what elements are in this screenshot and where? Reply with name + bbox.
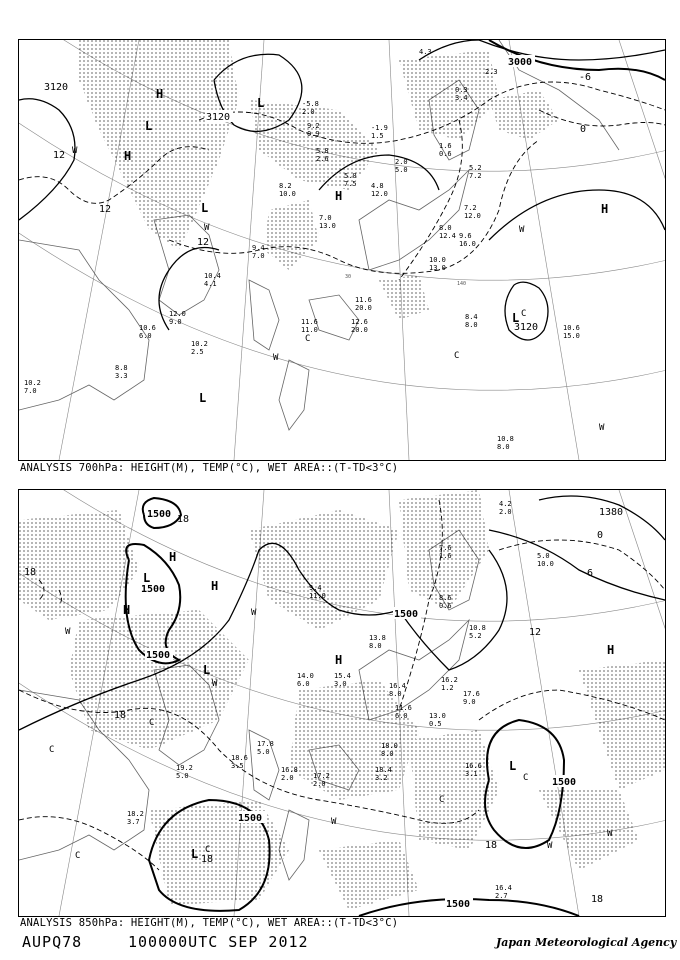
station-temp: 16.4 [389,682,406,690]
cold-center: C [454,351,460,361]
station-dewpoint: 2.0 [302,108,315,116]
valid-time: 100000UTC SEP 2012 [128,933,309,951]
warm-center: W [204,223,210,233]
contour-label: -6 [579,72,592,83]
station-dewpoint: 1.2 [441,684,454,692]
cold-center: C [305,334,311,344]
station-dewpoint: 8.0 [465,321,478,329]
station-dewpoint: 3.7 [127,818,140,826]
station-dewpoint: 6.0 [297,680,310,688]
station-temp: 10.2 [24,379,41,387]
station-dewpoint: 5.0 [257,748,270,756]
station-temp: 11.6 [395,704,412,712]
contour-label: 18 [591,894,604,905]
cold-center: C [521,309,527,319]
low-center: L [199,391,207,405]
station-dewpoint: 9.0 [169,318,182,326]
station-temp: 13.8 [369,634,386,642]
high-center: H [124,149,132,163]
contour-label: 12 [53,150,66,161]
station-temp: 18.6 [231,754,248,762]
station-dewpoint: 13.0 [429,264,446,272]
station-temp: 7.2 [464,204,477,212]
cold-center: C [523,773,529,783]
station-temp: -1.9 [371,124,388,132]
station-temp: 4.8 [371,182,384,190]
station-temp: 17.2 [313,772,330,780]
station-dewpoint: 0.6 [439,150,452,158]
station-dewpoint: 1.6 [439,552,452,560]
lon-label: 140 [457,281,467,287]
station-temp: 1.6 [439,142,452,150]
contour-label: 3120 [44,82,69,93]
warm-center: W [547,841,553,851]
contour-label: 1500 [147,509,172,520]
cold-center: C [205,845,211,855]
high-center: H [607,643,615,657]
station-dewpoint: 8.0 [381,750,394,758]
contour-label: 18 [114,710,127,721]
station-dewpoint: 8.0 [389,690,402,698]
station-dewpoint: 3.5 [231,762,244,770]
station-temp: 4.3 [419,48,432,56]
station-dewpoint: 2.0 [313,780,326,788]
caption-700hpa: ANALYSIS 700hPa: HEIGHT(M), TEMP(°C), WET AREA::(T-TD<3°C) [20,462,399,474]
station-dewpoint: 2.7 [495,892,508,900]
station-dewpoint: 3.2 [375,774,388,782]
lat-label: 30 [345,274,352,280]
warm-center: W [519,225,525,235]
contour-label: 1500 [238,813,263,824]
warm-center: W [273,353,279,363]
station-temp: 10.6 [563,324,580,332]
station-dewpoint: 20.0 [351,326,368,334]
station-dewpoint: 7.0 [252,252,265,260]
contour-label: 1500 [146,650,171,661]
station-dewpoint: 12.4 [439,232,456,240]
station-temp: 8.4 [465,313,478,321]
station-temp: 5.0 [344,172,357,180]
high-center: H [156,87,164,101]
low-center: L [203,663,211,677]
agency-name: Japan Meteorological Agency [496,936,677,949]
map-850-svg [19,490,665,916]
warm-center: W [607,829,613,839]
station-dewpoint: 2.5 [191,348,204,356]
station-dewpoint: 7.0 [24,387,37,395]
station-dewpoint: 5.0 [395,166,408,174]
high-center: H [123,603,131,617]
station-dewpoint: 4.1 [204,280,217,288]
station-temp: 18.2 [127,810,144,818]
warm-center: W [72,146,78,156]
high-center: H [335,653,343,667]
contour-label: 18 [24,567,37,578]
station-dewpoint: 9.0 [463,698,476,706]
contour-label: 3120 [206,112,231,123]
station-dewpoint: 13.0 [319,222,336,230]
station-dewpoint: 7.2 [469,172,482,180]
station-dewpoint: 2.3 [485,68,498,76]
station-temp: 14.0 [297,672,314,680]
station-temp: 12.6 [351,318,368,326]
station-dewpoint: 1.5 [371,132,384,140]
low-center: L [201,201,209,215]
station-dewpoint: 5.0 [176,772,189,780]
station-temp: 15.4 [334,672,351,680]
station-temp: 8.0 [439,224,452,232]
station-temp: 18.0 [381,742,398,750]
contour-label: 12 [529,627,542,638]
station-temp: 9.6 [459,232,472,240]
caption-850hpa: ANALYSIS 850hPa: HEIGHT(M), TEMP(°C), WET AREA::(T-TD<3°C) [20,917,399,929]
station-temp: 17.8 [257,740,274,748]
map-700-svg [19,40,665,460]
contour-label: 1500 [394,609,419,620]
warm-center: W [65,627,71,637]
station-dewpoint: 12.0 [371,190,388,198]
cold-center: C [75,851,81,861]
station-temp: 16.4 [495,884,512,892]
warm-center: W [251,608,257,618]
station-dewpoint: 7.5 [344,180,357,188]
contour-label: 18 [177,514,190,525]
station-temp: 0.3 [455,86,468,94]
station-temp: 5.2 [469,164,482,172]
analysis-700hpa-map [18,39,666,461]
station-temp: 4.2 [499,500,512,508]
station-dewpoint: 20.0 [355,304,372,312]
station-temp: 10.2 [191,340,208,348]
station-dewpoint: 2.0 [281,774,294,782]
low-center: L [257,96,265,110]
contour-label: 12 [99,204,112,215]
high-center: H [169,550,177,564]
low-center: L [509,759,517,773]
station-temp: 2.0 [395,158,408,166]
contour-label: 12 [197,237,210,248]
contour-label: 0 [580,124,587,135]
cold-center: C [49,745,55,755]
contour-label: 1500 [446,899,471,910]
warm-center: W [331,817,337,827]
station-dewpoint: 11.0 [301,326,318,334]
station-temp: 8.6 [439,594,452,602]
station-temp: 5.8 [316,147,329,155]
station-temp: 10.6 [139,324,156,332]
station-temp: 9.4 [309,584,322,592]
station-dewpoint: 6.0 [395,712,408,720]
cold-center: C [439,795,445,805]
contour-label: 1380 [599,507,624,518]
station-dewpoint: 8.0 [497,443,510,451]
warm-center: W [599,423,605,433]
low-center: L [512,311,520,325]
station-temp: 12.0 [169,310,186,318]
wet-areas [79,40,559,320]
station-temp: 10.8 [497,435,514,443]
contour-label: 3000 [508,57,533,68]
station-dewpoint: 3.1 [465,770,478,778]
cold-center: C [149,718,155,728]
station-temp: 13.0 [429,712,446,720]
station-temp: 8.2 [279,182,292,190]
station-temp: 7.6 [439,544,452,552]
contour-label: 3120 [514,322,539,333]
station-dewpoint: 3.3 [115,372,128,380]
station-dewpoint: 6.0 [139,332,152,340]
station-dewpoint: 11.0 [309,592,326,600]
station-temp: 16.8 [281,766,298,774]
contour-label: 1500 [552,777,577,788]
station-temp: -5.8 [302,100,319,108]
low-center: L [191,847,199,861]
station-dewpoint: 2.0 [499,508,512,516]
station-temp: 7.0 [319,214,332,222]
station-dewpoint: 16.0 [459,240,476,248]
wet-areas [19,490,665,910]
high-center: H [211,579,219,593]
station-dewpoint: 10.0 [279,190,296,198]
station-temp: 19.2 [176,764,193,772]
station-temp: 10.0 [429,256,446,264]
station-dewpoint: 10.0 [537,560,554,568]
low-center: L [143,571,151,585]
station-dewpoint: 0.6 [439,602,452,610]
station-temp: 16.2 [441,676,458,684]
station-dewpoint: 0.9 [307,130,320,138]
station-dewpoint: 12.0 [464,212,481,220]
low-center: L [145,119,153,133]
contour-label: 1500 [141,584,166,595]
high-center: H [601,202,609,216]
contour-label: 18 [201,854,214,865]
high-center: H [335,189,343,203]
station-temp: 11.6 [355,296,372,304]
station-temp: 16.6 [465,762,482,770]
warm-center: W [212,679,218,689]
station-temp: 18.4 [375,766,392,774]
chart-id: AUPQ78 [22,933,83,951]
contour-label: 0 [597,530,604,541]
station-dewpoint: 8.0 [369,642,382,650]
station-temp: 11.6 [301,318,318,326]
station-temp: 10.4 [204,272,221,280]
station-dewpoint: 2.6 [316,155,329,163]
contour-label: 6 [587,568,594,579]
station-dewpoint: 3.4 [455,94,468,102]
station-dewpoint: 15.0 [563,332,580,340]
station-temp: 17.6 [463,690,480,698]
station-temp: 10.8 [469,624,486,632]
station-temp: 5.0 [537,552,550,560]
station-dewpoint: 5.2 [469,632,482,640]
station-dewpoint: 0.5 [429,720,442,728]
station-temp: 9.4 [252,244,265,252]
station-temp: 8.8 [115,364,128,372]
station-temp: 9.2 [307,122,320,130]
station-dewpoint: 3.0 [334,680,347,688]
analysis-850hpa-map [18,489,666,917]
contour-label: 18 [485,840,498,851]
